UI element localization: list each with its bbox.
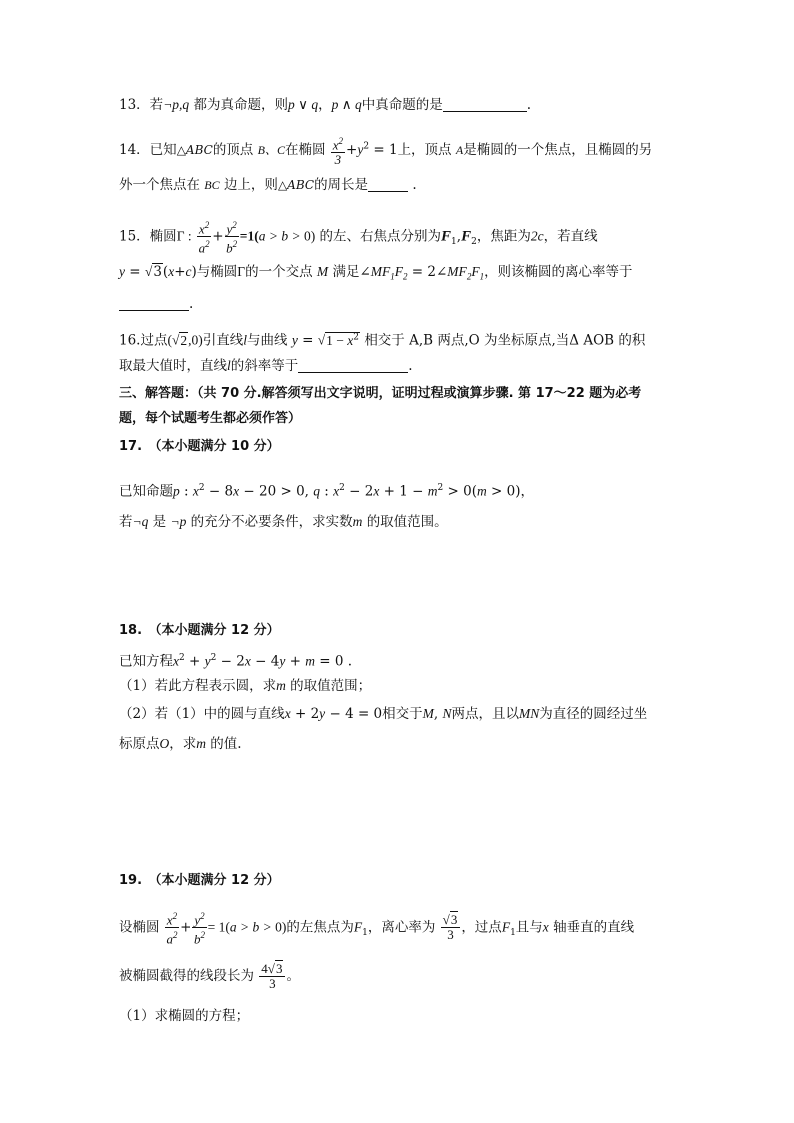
question-17-line2: 若¬q 是 ¬p 的充分不必要条件，求实数m 的取值范围。 xyxy=(119,514,448,530)
question-15: 15．椭圆Γ : $\frac{x^2}{a^2}$ + $\frac{y^2}{b^2}$ =1(a > b > 0) 的左、右焦点分别为$F_1,F_2$，焦距为2c，若直线 xyxy=(119,220,598,256)
section-3-heading-line2: 题，每个试题考生都必须作答） xyxy=(119,411,302,426)
question-17-header: 17. （本小题满分 10 分） xyxy=(119,439,280,454)
question-15-line3: . xyxy=(119,294,684,314)
answer-blank[interactable] xyxy=(298,358,408,373)
question-16: 16.过点(√2,0)引直线l与曲线 $y = √1 - x^2$ 相交于 A,B 两点,O 为坐标原点,当Δ AOB 的积 xyxy=(119,332,646,349)
section-3-heading: 三、解答题：（共 70 分.解答须写出文字说明，证明过程或演算步骤. 第 17～22 题为必考 xyxy=(119,386,642,401)
question-17: 已知命题p : $x^2 - 8x - 20 > 0$, q : $x^2 - 2x + 1 - m^2 > 0(m > 0)$， xyxy=(119,483,534,500)
question-18: 已知方程$x^2 + y^2 - 2x - 4y + m = 0$ . xyxy=(119,653,353,670)
question-14-line2: 外一个焦点在 BC 边上，则△ABC的周长是 . xyxy=(119,177,417,193)
question-19-part1: （1）求椭圆的方程； xyxy=(119,1008,250,1024)
question-18-header: 18. （本小题满分 12 分） xyxy=(119,623,280,638)
question-14: 14．已知△ABC的顶点 B、C在椭圆 $\frac{x^2}{3}$ $+y^2 = 1$上，顶点 A是椭圆的一个焦点，且椭圆的另 xyxy=(119,136,653,168)
question-19-header: 19. （本小题满分 12 分） xyxy=(119,873,280,888)
answer-blank[interactable] xyxy=(443,97,527,112)
question-18-part2-line2: 标原点O，求m 的值. xyxy=(119,736,242,752)
answer-blank[interactable] xyxy=(368,177,408,192)
question-18-part1: （1）若此方程表示圆，求m 的取值范围； xyxy=(119,678,372,694)
question-16-line2: 取最大值时，直线l的斜率等于 . xyxy=(119,358,413,374)
question-19: 设椭圆 $\frac{x^2}{a^2}$ + $\frac{y^2}{b^2}$ = 1(a > b > 0)的左焦点为$F_1$，离心率为 $\frac{√3}{3}$ ，过点$F_1$且与x 轴垂直的直线 xyxy=(119,911,635,947)
question-18-part2: （2）若（1）中的圆与直线x + 2y − 4 = 0相交于M, N两点，且以MN为直径的圆经过坐 xyxy=(119,706,648,722)
question-13: 13．若¬p,q 都为真命题，则p ∨ q，p ∧ q中真命题的是 . xyxy=(119,97,532,113)
answer-blank[interactable] xyxy=(119,296,189,311)
question-15-line2: y = √3(x+c)与椭圆Γ的一个交点 M 满足$\angle MF_1F_2$ = $2\angle MF_2F_1$，则该椭圆的离心率等于 xyxy=(119,264,633,282)
question-19-line2: 被椭圆截得的线段长为 $\frac{4√3}{3}$ 。 xyxy=(119,961,300,991)
